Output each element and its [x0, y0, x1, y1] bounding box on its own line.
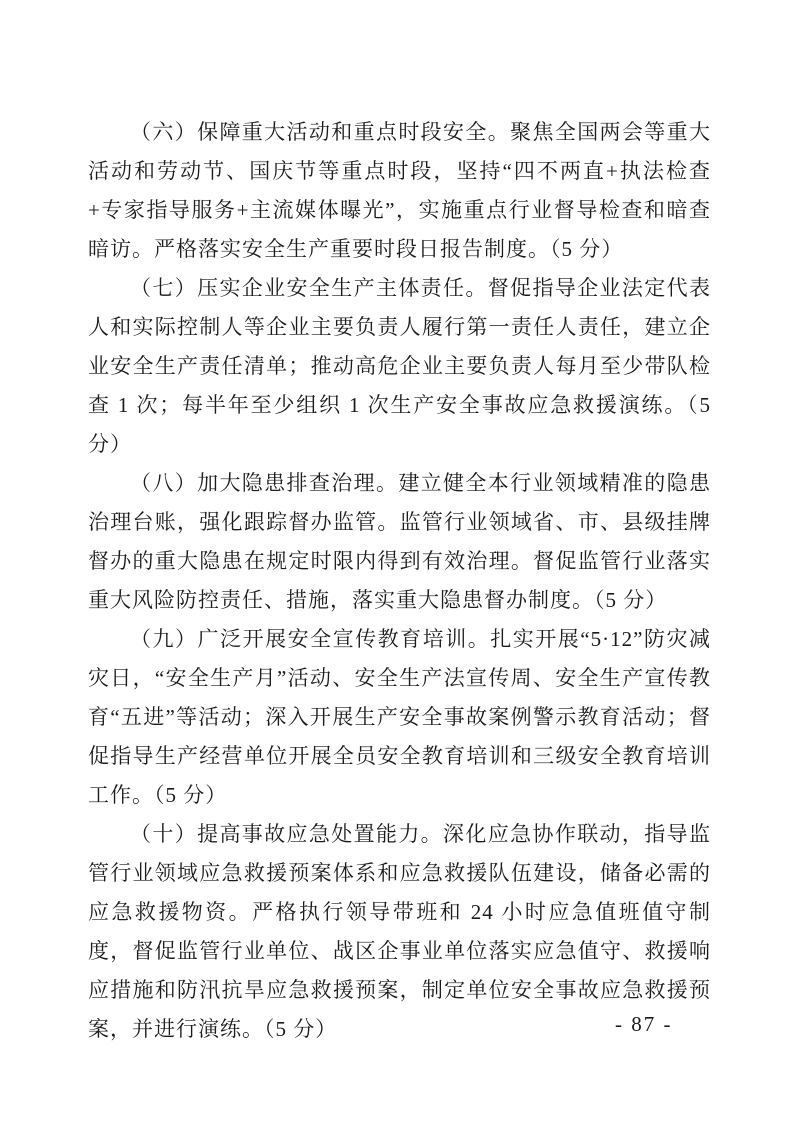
document-body	[88, 113, 711, 1049]
paragraph-item-6: （六）保障重大活动和重点时段安全。聚焦全国两会等重大活动和劳动节、国庆节等重点时段，坚持“四不两直+执法检查+专家指导服务+主流媒体曝光”，实施重点行业督导检查和暗查暗访。严格落实安全生产重要时段日报告制度。（5 分）	[88, 120, 711, 261]
paragraph-item-9: （九）广泛开展安全宣传教育培训。扎实开展“5·12”防灾减灾日，“安全生产月”活动、安全生产法宣传周、安全生产宣传教育“五进”等活动；深入开展生产安全事故案例警示教育活动；督促指导生产经营单位开展全员安全教育培训和三级安全教育培训工作。（5 分）	[88, 627, 711, 807]
paragraph-item-7: （七）压实企业安全生产主体责任。督促指导企业法定代表人和实际控制人等企业主要负责人履行第一责任人责任，建立企业安全生产责任清单；推动高危企业主要负责人每月至少带队检查 1 次；每半年至少组织 1 次生产安全事故应急救援演练。（5 分）	[88, 276, 711, 456]
page-number: - 87 -	[615, 1012, 673, 1036]
paragraph-item-8: （八）加大隐患排查治理。建立健全本行业领域精准的隐患治理台账，强化跟踪督办监管。监管行业领域省、市、县级挂牌督办的重大隐患在规定时限内得到有效治理。督促监管行业落实重大风险防控责任、措施，落实重大隐患督办制度。（5 分）	[88, 471, 711, 612]
paragraph-item-10: （十）提高事故应急处置能力。深化应急协作联动，指导监管行业领域应急救援预案体系和应急救援队伍建设，储备必需的应急救援物资。严格执行领导带班和 24 小时应急值班值守制度，督促监管行业单位、战区企事业单位落实应急值守、救援响应措施和防汛抗旱应急救援预案，制定单位安全事故应急救援预案，并进行演练。（5 分）	[88, 822, 711, 1041]
